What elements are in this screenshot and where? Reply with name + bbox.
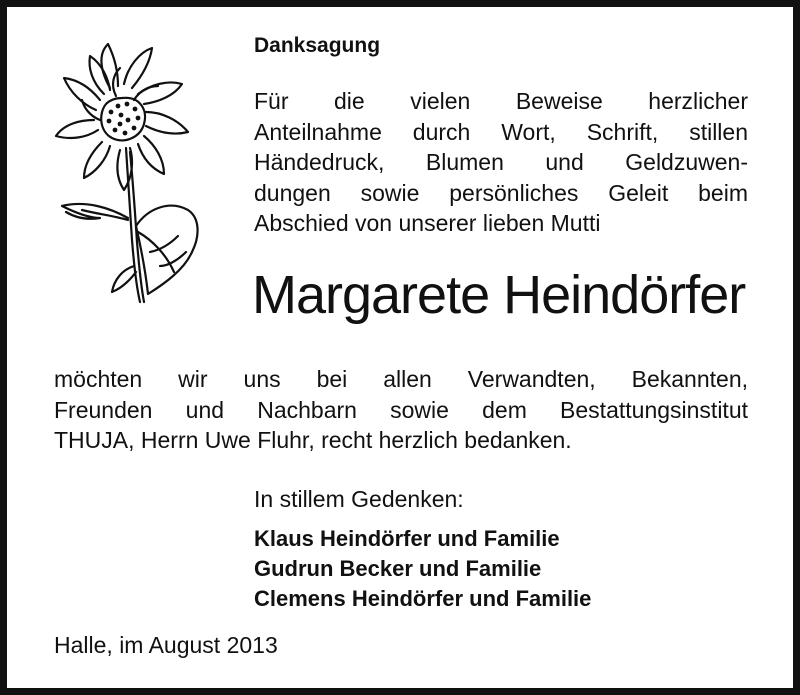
deceased-name: Margarete Heindörfer	[252, 265, 746, 325]
thanks-text	[54, 364, 748, 456]
memory-line: In stillem Gedenken:	[254, 486, 464, 512]
signers-list	[254, 524, 591, 614]
sunflower-icon	[48, 40, 208, 305]
signer-name: Klaus Heindörfer und Familie	[254, 526, 560, 551]
notice-heading: Danksagung	[254, 34, 381, 57]
place-date: Halle, im August 2013	[54, 632, 278, 658]
intro-line: dungen sowie persönliches Geleit beim	[254, 179, 748, 206]
intro-line: Anteilnahme durch Wort, Schrift, stillen	[254, 118, 748, 145]
intro-line: Für die vielen Beweise herzlicher	[254, 88, 748, 114]
thanks-line: möchten wir uns bei allen Verwandten, Bekannten,	[54, 366, 748, 392]
intro-text	[254, 86, 748, 239]
intro-line: Händedruck, Blumen und Geldzuwen-	[254, 149, 748, 175]
thanks-line: THUJA, Herrn Uwe Fluhr, recht herzlich bedanken.	[54, 427, 572, 453]
intro-line: Abschied von unserer lieben Mutti	[254, 210, 601, 236]
signer-name: Clemens Heindörfer und Familie	[254, 586, 592, 611]
thanks-line: Freunden und Nachbarn sowie dem Bestattungsinstitut	[54, 396, 748, 423]
signer-name: Gudrun Becker und Familie	[254, 556, 542, 581]
